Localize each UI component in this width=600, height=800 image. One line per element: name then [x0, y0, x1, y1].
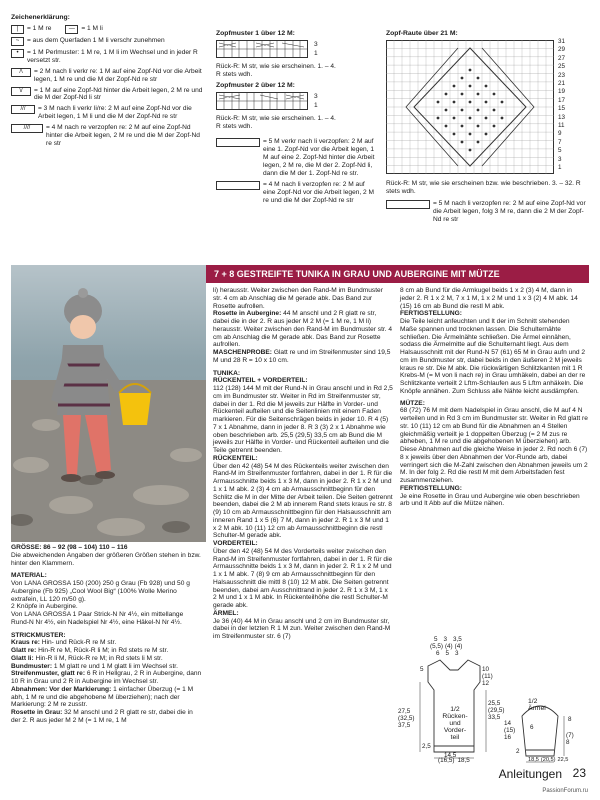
dim-label: 14 [504, 720, 512, 727]
cable-5-right-symbol-icon [386, 200, 430, 209]
zopf1-row-1: 1 [314, 49, 318, 57]
dim-label: (29,5) [488, 707, 505, 714]
body-text: Je eine Rosette in Grau und Aubergine wie oben beschrieben arb und lt Abb auf die Mütze nähen. [400, 492, 580, 508]
dim-label: 37,5 [398, 722, 411, 729]
mid-legend-item: = 4 M nach li verzopfen re: 2 M auf eine Zopf-Nd vor die Arbeit legen, 2 M re und die M der Zopf-Nd re str [263, 180, 375, 204]
zopf2-row-1: 1 [314, 101, 318, 109]
dim-label: (4) [444, 643, 453, 650]
raute-row: 23 [558, 71, 566, 79]
body-text: 8 cm ab Bund für die Armkugel beids 1 x 2 (3) 4 M, dann in jeder 2. R 1 x 2 M, 7 x 1 M, 1 x 2 M und 1 x 3 (2) 4 M abk. 14 (15) 16 cm ab Bund die restl M abk. [400, 287, 578, 310]
pattern-text: Hin- und Rück-R re M str. [39, 639, 117, 647]
cable-5-symbol-icon [216, 138, 260, 147]
pattern-text: 1 einfacher Überzug (= 1 M abh, 1 M re und die abgehobene M überziehen); nach der Markierung: 2 M re zusstr. [11, 685, 194, 709]
dim-label: 22,5 [557, 757, 569, 763]
dim-label: 18,5 [528, 757, 539, 763]
zopf2-row-3: 3 [314, 92, 318, 100]
cable-4-left-symbol-icon [216, 181, 260, 190]
cable-4-symbol-icon: //// [11, 124, 43, 133]
zopf1-text: Rück-R: M str, wie sie erscheinen. 1. – 4. R stets wdh. [216, 62, 336, 78]
increase-symbol-icon: ~ [11, 37, 24, 46]
column-3 [400, 287, 588, 508]
pattern-text: Hin-R re M, Rück-R li M; in Rd stets re M str. [36, 647, 169, 654]
piece-label: teil [450, 734, 460, 741]
dim-label: 3 [443, 636, 448, 643]
zopf2-title: Zopfmuster 2 über 12 M: [216, 81, 295, 89]
raute-row: 21 [558, 79, 566, 87]
material-needles: Von LANA GROSSA 1 Paar Strick-N Nr 4½, ein mittellange Rund-N Nr 4½, ein Nadelspiel Nr 4½, eine Häkel-N Nr 4½. [11, 611, 184, 626]
dim-label: 18,5 [457, 757, 470, 764]
dim-label: 33,5 [488, 714, 501, 721]
legend-item: = 1 M re [27, 24, 52, 32]
section-heading: FERTIGSTELLUNG: [400, 484, 462, 492]
schematic [398, 636, 588, 764]
piece-label: 1/2 [528, 698, 538, 705]
legend-item: = 1 M auf eine Zopf-Nd hinter die Arbeit legen, 2 M re und die M der Zopf-Nd li str [34, 86, 203, 102]
piece-label: Ärmel [528, 705, 546, 712]
raute-row: 15 [558, 105, 566, 113]
raute-text: Rück-R: M str, wie sie erscheinen bzw. wie beschrieben. 3. – 32. R stets wdh. [386, 179, 581, 195]
section-heading: FERTIGSTELLUNG: [400, 310, 462, 318]
raute-row: 1 [558, 164, 562, 171]
dim-label: 6 [530, 724, 534, 731]
pattern-name: Rosette in Grau: [11, 709, 63, 716]
body-text: 44 M anschl und 2 R glatt re str, dabei die in der 2. R aus jeder M 2 M (= 1 M re, 1 M li) herausstr. Weiter zwischen den Rand-M im Bundmuster str. 4 cm ab Anschlag die M gerade abk. Das Band zur Rosette aufrollen. [213, 310, 393, 349]
piece-label: Rücken- [442, 713, 468, 720]
zopf1-chart [216, 40, 308, 58]
section-heading: ÄRMEL: [213, 609, 239, 617]
raute-row: 25 [558, 63, 566, 71]
cross-left-symbol-icon: /\ [11, 68, 31, 77]
watermark: PassionForum.ru [542, 788, 588, 794]
pattern-text: 1 M glatt re und 1 M glatt li im Wechsel str. [52, 662, 178, 670]
dim-label: (4) [454, 643, 463, 650]
dim-label: 8 [568, 716, 572, 723]
body-text: Über den 42 (48) 54 M des Vorderteils weiter zwischen den Rand-M im Streifenmuster fortfahren, dabei in der 1. R für die Armausschnitte beids 1 x 3 M, dann in jeder 2. R 1 x 2 M und 1 x 1 M abk. 7 (8) 9 cm ab Armausschnittbeginn für den Halsausschnitt die mittl 8 (10) 12 M abk. Die Seiten getrennt beenden, dabei am Ausschnittrand in jeder 2. R 1 x 3 M, 1 x 2 M und 1 x 1 M abk. In Rückenteilhöhe die restl Schulter-M gerade abk. [213, 547, 393, 609]
raute-row: 29 [558, 46, 566, 54]
raute-row: 7 [558, 138, 562, 146]
pattern-name: Abnahmen: Vor der Markierung: [11, 685, 112, 693]
pattern-text: Hin-R li M, Rück-R re M; in Rd stets li M str. [33, 654, 163, 662]
raute-row: 13 [558, 113, 566, 121]
size-heading: GRÖSSE: 86 – 92 (98 – 104) 110 – 116 [11, 544, 128, 551]
knit-symbol-icon: | [11, 25, 24, 34]
gauge-heading: MASCHENPROBE: [213, 349, 272, 356]
raute-row: 19 [558, 88, 566, 96]
column-1 [11, 544, 203, 725]
dim-label: 3,5 [453, 636, 462, 643]
body-text: Über den 42 (48) 54 M des Rückenteils weiter zwischen den Rand-M im Streifenmuster fortfahren, dabei in der 1. R für die Armausschnitte beids 1 x 3 M, dann in jeder 2. R 1 x 2 M und 1 x 1 M abk. 2 (3) 4 cm ab Armausschnittbeginn für den Schlitz die M in der Mitte der Arbeit teilen. Die Seiten getrennt beenden, dabei die 2 M ab innerem Rand stets kraus re str. 8 (9) 10 cm ab Armausschnittbeginn für den Halsausschnitt am inneren Rand 1 x 5 (6) 7 M, dann in jeder 2. R 1 x 3 M und 1 x 2 M abk. 10 (11) 12 cm ab Armausschnittbeginn die restl Schulter-M gerade abk. [213, 462, 393, 540]
zopf1-row-3: 3 [314, 40, 318, 48]
footer-section-title: Anleitungen [498, 767, 562, 781]
zopf2-text: Rück-R: M str, wie sie erscheinen. 1. – 4. R stets wdh. [216, 114, 336, 130]
zopf1-title: Zopfmuster 1 über 12 M: [216, 30, 295, 37]
pattern-name: Bundmuster: [11, 662, 53, 670]
dim-label: 5 [445, 650, 450, 657]
dim-label: 14,5 [444, 752, 457, 759]
piece-label: Vorder- [443, 727, 467, 734]
dim-label: 3 [455, 650, 459, 657]
piece-label: 1/2 [450, 706, 460, 713]
section-banner: 7 + 8 GESTREIFTE TUNIKA IN GRAU UND AUBERGINE MIT MÜTZE [206, 265, 589, 283]
dim-label: 27,5 [398, 708, 411, 715]
raute-block [386, 30, 586, 226]
dim-label: 2,5 [422, 743, 431, 750]
material-buttons: 2 Knöpfe in Aubergine. [11, 603, 78, 611]
material-heading: MATERIAL: [11, 572, 47, 580]
dim-label: 12 [482, 680, 490, 687]
raute-row: 3 [558, 155, 562, 163]
dim-label: 8 [566, 739, 570, 746]
section-heading: MÜTZE: [400, 399, 425, 407]
dim-label: 25,5 [488, 700, 501, 707]
raute-row: 17 [558, 96, 566, 104]
body-text: 112 (128) 144 M mit der Rund-N in Grau anschl und in Rd 2,5 cm im Bundmuster str. Weiter in Rd im Streifenmuster str, dabei in der 1. Rd die M jeweils zur Hälfte in Vorder- und Rückenteil aufteilen und die Seitenlinien mit einem Faden markieren. Für die Seitenschrägen beids in jeder 10. R 4 (5) 7 x 1 Abnahme, dann in jeder 8. R 3 (3) 2 x 1 Abnahme wie oben beschrieben arb. 25,5 (29,5) 33,5 cm ab Bund die M jeweils zur Hälfte in Vorder- und Rückenteil aufteilen und die Teile getrennt beenden. [213, 385, 393, 454]
raute-row: 9 [558, 130, 562, 138]
raute-row: 5 [558, 147, 562, 155]
dim-label: (32,5) [398, 715, 415, 722]
dim-label: (5,5) [430, 643, 443, 650]
section-heading: RÜCKENTEIL: [213, 454, 258, 462]
legend-title: Zeichenerklärung: [11, 14, 70, 21]
pattern-name: Glatt re: [11, 647, 37, 654]
zopf1-block [216, 30, 376, 208]
dim-label: (7) [566, 732, 574, 739]
body-text: Je 36 (40) 44 M in Grau anschl und 2 cm im Bundmuster str, dabei in der letzten R 1 M zun. Weiter zwischen den Rand-M im Streifenmuster str. 6 (7) [213, 617, 391, 640]
raute-row: 31 [558, 37, 566, 45]
dim-label: (15) [504, 727, 516, 734]
legend-item: = 1 M Perlmuster: 1 M re, 1 M li im Wechsel und in jeder R versetzt str. [27, 48, 198, 64]
raute-title: Zopf-Raute über 21 M: [386, 30, 458, 37]
dim-label: (20,5) [540, 757, 556, 763]
pattern-name: Rosette in Aubergine: [213, 310, 282, 318]
gauge-text: Glatt re und im Streifenmuster sind 19,5 M und 28 R = 10 x 10 cm. [213, 349, 391, 364]
section-heading: RÜCKENTEIL + VORDERTEIL: [213, 377, 308, 385]
pattern-heading: STRICKMUSTER: [11, 631, 66, 639]
section-heading: VORDERTEIL: [213, 540, 258, 547]
purl-symbol-icon: — [65, 25, 78, 34]
legend-item: = 3 M nach li verkr li/re: 2 M auf eine Zopf-Nd vor die Arbeit legen, 1 M li und die M der Zopf-Nd re str [38, 105, 192, 121]
dim-label: 16 [504, 734, 512, 741]
dim-label: 6 [436, 650, 440, 657]
pattern-name: Kraus re: [11, 639, 40, 647]
pattern-name: Glatt li: [11, 654, 34, 662]
legend [11, 14, 206, 151]
size-text: Die abweichenden Angaben der größeren Größen stehen in bzw. hinter den Klammern. [11, 551, 201, 567]
legend-item: = 4 M nach re verzopfen re: 2 M auf eine Zopf-Nd hinter die Arbeit legen, 2 M re und die M der Zopf-Nd re str [46, 124, 200, 147]
dim-label: (16,5) [438, 757, 455, 764]
mid-legend-item: = 5 M verkr nach li verzopfen: 2 M auf eine 1. Zopf-Nd vor die Arbeit legen, 1 M auf eine 2. Zopf-Nd hinter die Arbeit legen, 2 M re, die M der 2. Zopf-Nd li, dann die M der 1. Zopf-Nd re str. [263, 138, 375, 178]
dim-label: 2 [516, 748, 520, 755]
legend-item: = aus dem Querfaden 1 M li verschr zunehmen [27, 36, 165, 44]
material-text: Von LANA GROSSA 150 (200) 250 g Grau (Fb 928) und 50 g Aubergine (Fb 925) „Cool Wool Big“ (100% Wolle Merino extrafein, LL 120 m/50 g). [11, 580, 190, 603]
page-number: 23 [572, 766, 586, 780]
piece-label: und [449, 720, 461, 727]
body-text: li) herausstr. Weiter zwischen den Rand-M im Bundmuster str. 4 cm ab Anschlag die M gerade abk. Das Band zur Rosette aufrollen. [213, 287, 383, 310]
raute-row: 27 [558, 54, 566, 62]
column-2 [213, 287, 393, 641]
child-photo [11, 265, 206, 542]
pattern-text: 32 M anschl und 2 R glatt re str, dabei die in der 2. R aus jeder M 2 M (= 1 M re, 1 M [11, 709, 193, 724]
dim-label: 5 [434, 636, 438, 643]
raute-legend: = 5 M nach li verzopfen re: 2 M auf eine Zopf-Nd vor die Arbeit legen, folg 3 M re, dann die 2 M der Zopf-Nd re str [433, 199, 586, 223]
raute-row: 11 [558, 121, 565, 129]
seed-stitch-symbol-icon: • [11, 49, 24, 58]
zopf2-chart [216, 92, 308, 110]
legend-item: = 2 M nach li verkr re: 1 M auf eine Zopf-Nd vor die Arbeit legen, 1 M re und die M der Zopf-Nd re str [34, 67, 202, 83]
pattern-text: 6 R in Hellgrau, 2 R in Aubergine, dann 10 R in Grau und 2 R in Aubergine im Wechsel str. [11, 670, 202, 685]
cross-right-symbol-icon: \/ [11, 87, 31, 96]
legend-item: = 1 M li [81, 24, 103, 32]
dim-label: 5 [420, 666, 424, 673]
dim-label: 10 [482, 666, 490, 673]
raute-chart [386, 40, 554, 174]
tunic-heading: TUNIKA: [213, 369, 241, 377]
body-text: Die Teile leicht anfeuchten und lt der im Schnitt stehenden Maße spannen und trocknen lassen. Die Schulternähte schließen. Die Ärmelnähte schließen. Die Ärmel einnähen, sodass die Ärmelmitte auf die Schulternaht liegt. Aus dem Halsausschnitt mit der Rund-N 57 (61) 65 M in Grau aufn und 2 cm im Bundmuster str, dabei beids in den äußeren 2 M jeweils kraus re str. Die M abk. Die rückwärtigen Schlitzkanten mit 1 R Krebs-M (= M von li nach re) in Grau umhäkeln, dabei an der re Schlitzkante verteilt 2 Lftm-Schlaufen aus 5 Lftm anhäkeln. Die Knöpfe annähen. Zum Schluss alle Nähte leicht ausdämpfen. [400, 318, 586, 395]
body-text: 68 (72) 76 M mit dem Nadelspiel in Grau anschl, die M auf 4 N verteilen und in Rd 3 cm im Bundmuster str. Weiter in Rd glatt re str. 10 (11) 12 cm ab Bund für die Abnahmen an 4 Stellen gleichmäßig verteilt je 1 doppelten Überzug (= 2 M zus re abheben, 1 M re und die abgehobenen M überziehen) arb. Diese Abnahmen auf die gleiche Weise in jeder 2. Rd noch 6 (7) 8 x jeweils über den Abnahmen der Vor-Runde arb, dabei verringert sich die M-Zahl zwischen den Abnahmen jeweils um 2 M. In der folg 2. Rd die restl M mit dem Arbeitsfaden fest zusammenziehen. [400, 407, 588, 484]
pattern-name: Streifenmuster, glatt re: [11, 670, 86, 678]
cable-3-symbol-icon: /// [11, 105, 35, 114]
dim-label: (11) [482, 673, 493, 680]
